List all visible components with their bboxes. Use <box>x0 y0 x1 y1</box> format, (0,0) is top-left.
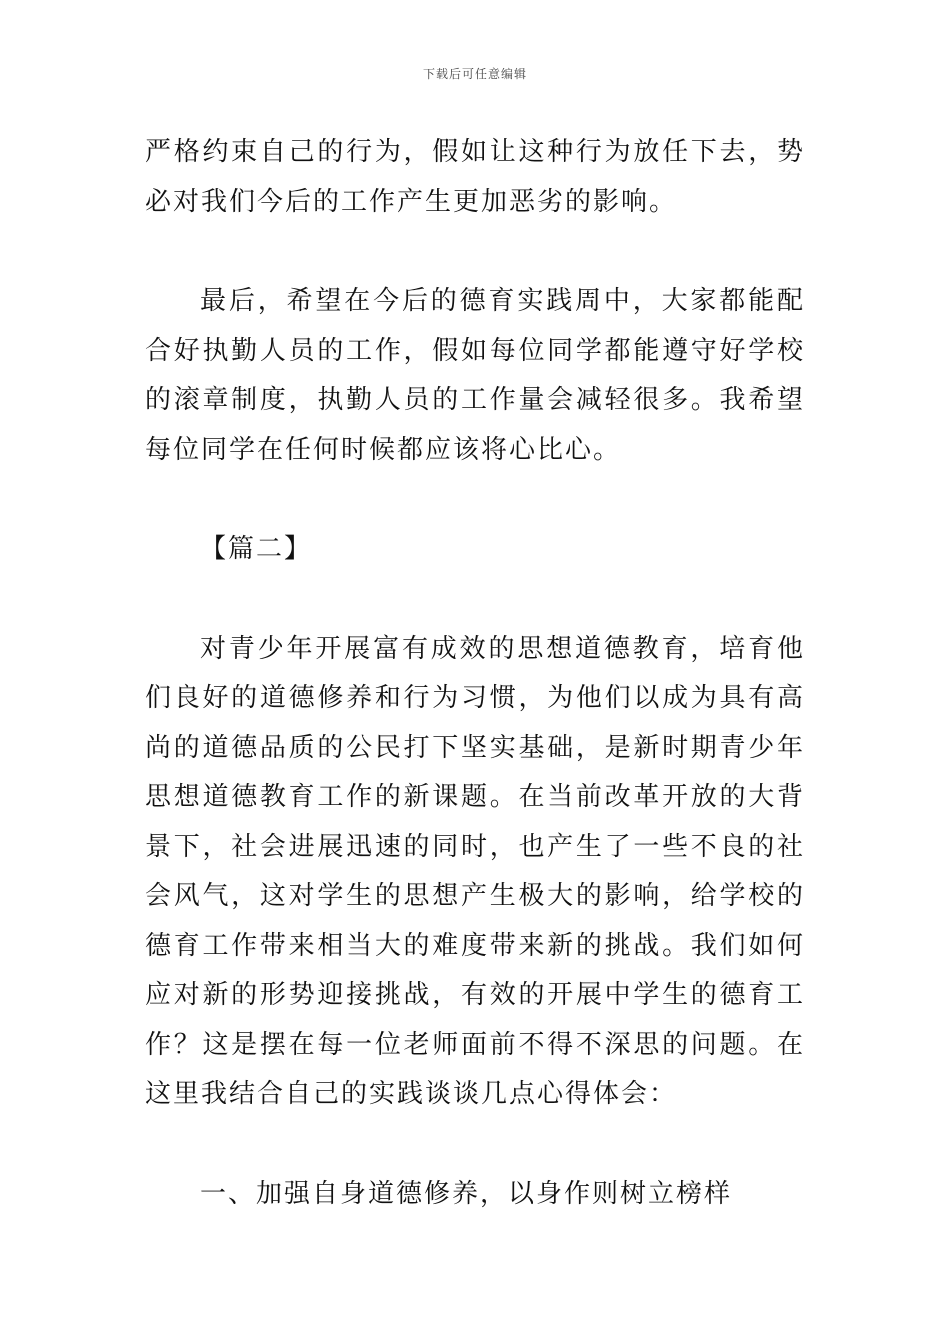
paragraph-gap <box>145 227 805 277</box>
subheading: 一、加强自身道德修养，以身作则树立榜样 <box>200 1178 733 1209</box>
paragraph-closing: 最后，希望在今后的德育实践周中，大家都能配合好执勤人员的工作，假如每位同学都能遵守好学校的滚章制度，执勤人员的工作量会减轻很多。我希望每位同学在任何时候都应该将心比心。 <box>145 286 805 465</box>
paragraph-gap <box>145 475 805 525</box>
section-title: 【篇二】 <box>200 534 313 564</box>
paragraph-gap <box>145 575 805 625</box>
paragraph-continuation: 严格约束自己的行为，假如让这种行为放任下去，势必对我们今后的工作产生更加恶劣的影响。 <box>145 137 805 217</box>
document-body <box>145 128 805 1219</box>
paragraph-intro: 对青少年开展富有成效的思想道德教育，培育他们良好的道德修养和行为习惯，为他们以成为具有高尚的道德品质的公民打下坚实基础，是新时期青少年思想道德教育工作的新课题。在当前改革开放的大背景下，社会进展迅速的同时，也产生了一些不良的社会风气，这对学生的思想产生极大的影响，给学校的德育工作带来相当大的难度带来新的挑战。我们如何应对新的形势迎接挑战，有效的开展中学生的德育工作？这是摆在每一位老师面前不得不深思的问题。在这里我结合自己的实践谈谈几点心得体会： <box>145 633 805 1109</box>
paragraph-gap <box>145 1120 805 1170</box>
header-note: 下载后可任意编辑 <box>422 67 527 81</box>
